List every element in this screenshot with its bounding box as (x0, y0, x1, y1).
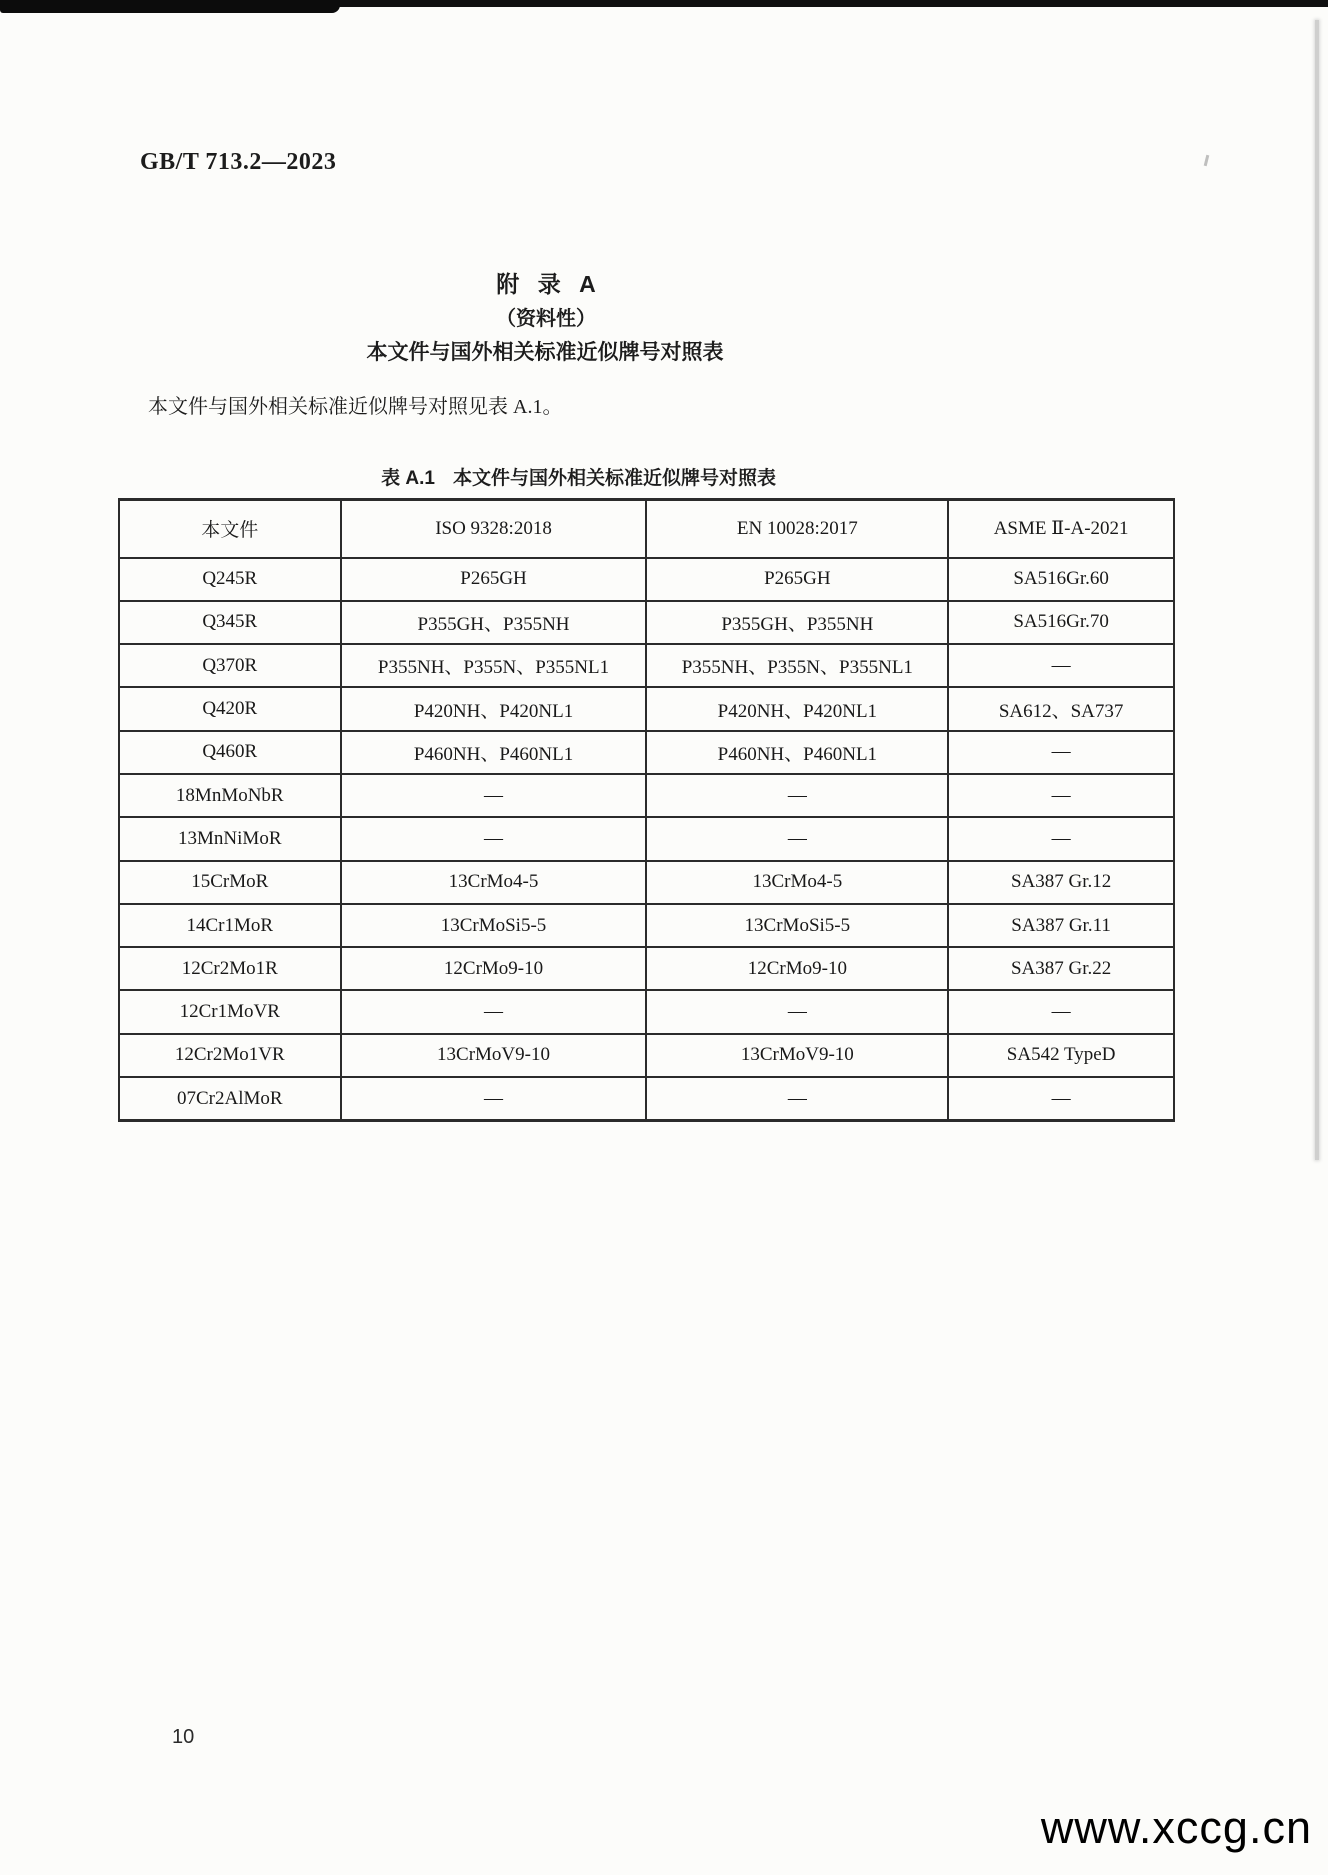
table-cell: — (646, 817, 948, 860)
page-number: 10 (172, 1726, 195, 1748)
table-cell: 13MnNiMoR (119, 817, 341, 860)
table-cell: — (341, 817, 647, 860)
table-cell: Q460R (119, 731, 341, 774)
table-cell: — (948, 731, 1174, 774)
appendix-subtitle: （资料性） (496, 308, 596, 330)
table-cell: P355NH、P355N、P355NL1 (646, 644, 948, 687)
table-cell: P265GH (646, 558, 948, 601)
table-cell: SA387 Gr.11 (948, 904, 1174, 947)
table-cell: 12CrMo9-10 (341, 947, 647, 990)
table-cell: P420NH、P420NL1 (646, 687, 948, 730)
table-cell: — (646, 990, 948, 1033)
table-cell: P265GH (341, 558, 647, 601)
table-cell: — (948, 774, 1174, 817)
table-cell: 13CrMoSi5-5 (646, 904, 948, 947)
table-row (119, 904, 1174, 947)
scan-artifact-right-edge (1315, 20, 1319, 1160)
table-cell: SA387 Gr.12 (948, 861, 1174, 904)
column-header: EN 10028:2017 (646, 500, 948, 558)
table-cell: — (948, 817, 1174, 860)
table-row (119, 990, 1174, 1033)
table-cell: SA387 Gr.22 (948, 947, 1174, 990)
table-cell: 12Cr2Mo1VR (119, 1034, 341, 1077)
appendix-heading: 本文件与国外相关标准近似牌号对照表 (366, 341, 724, 364)
table-row (119, 558, 1174, 601)
table-cell: — (948, 1077, 1174, 1120)
table-cell: 13CrMo4-5 (341, 861, 647, 904)
table-cell: P460NH、P460NL1 (646, 731, 948, 774)
column-header: 本文件 (119, 500, 341, 558)
table-cell: P355GH、P355NH (646, 601, 948, 644)
table-cell: 13CrMoV9-10 (646, 1034, 948, 1077)
table-cell: — (341, 1077, 647, 1120)
table-row (119, 1077, 1174, 1120)
scan-artifact-speck (1204, 155, 1210, 166)
table-row (119, 861, 1174, 904)
table-cell: Q370R (119, 644, 341, 687)
table-cell: P420NH、P420NL1 (341, 687, 647, 730)
table-cell: — (646, 1077, 948, 1120)
table-cell: — (948, 644, 1174, 687)
table-cell: — (341, 774, 647, 817)
table-row (119, 644, 1174, 687)
table-cell: 13CrMo4-5 (646, 861, 948, 904)
comparison-table (118, 498, 1175, 1122)
table-row (119, 1034, 1174, 1077)
table-cell: SA516Gr.60 (948, 558, 1174, 601)
table-cell: 13CrMoSi5-5 (341, 904, 647, 947)
watermark: www.xccg.cn (1040, 1802, 1312, 1853)
standard-number: GB/T 713.2—2023 (140, 149, 337, 175)
table-cell: — (341, 990, 647, 1033)
table-cell: 12Cr2Mo1R (119, 947, 341, 990)
table-cell: 18MnMoNbR (119, 774, 341, 817)
table-row (119, 731, 1174, 774)
table-cell: Q245R (119, 558, 341, 601)
table-cell: P355GH、P355NH (341, 601, 647, 644)
scan-artifact-top-left (0, 0, 340, 13)
table-row (119, 817, 1174, 860)
table-row (119, 947, 1174, 990)
table-cell: 12Cr1MoVR (119, 990, 341, 1033)
table-row (119, 601, 1174, 644)
column-header: ASME Ⅱ-A-2021 (948, 500, 1174, 558)
table-cell: 12CrMo9-10 (646, 947, 948, 990)
table-caption-label: 表 A.1 (381, 468, 435, 489)
table-row (119, 774, 1174, 817)
table-cell: 13CrMoV9-10 (341, 1034, 647, 1077)
table-cell: — (646, 774, 948, 817)
table-caption-text: 本文件与国外相关标准近似牌号对照表 (452, 468, 776, 489)
table-cell: 15CrMoR (119, 861, 341, 904)
table-cell: — (948, 990, 1174, 1033)
table-cell: P355NH、P355N、P355NL1 (341, 644, 647, 687)
column-header: ISO 9328:2018 (341, 500, 647, 558)
table-header-row (119, 500, 1174, 558)
table-cell: SA516Gr.70 (948, 601, 1174, 644)
table-cell: 07Cr2AlMoR (119, 1077, 341, 1120)
intro-paragraph: 本文件与国外相关标准近似牌号对照见表 A.1。 (148, 396, 563, 418)
table-cell: SA612、SA737 (948, 687, 1174, 730)
table-row (119, 687, 1174, 730)
appendix-title: 附 录 A (496, 271, 596, 297)
table-cell: Q420R (119, 687, 341, 730)
table-cell: Q345R (119, 601, 341, 644)
table-cell: 14Cr1MoR (119, 904, 341, 947)
table-body (119, 558, 1174, 1121)
table-cell: P460NH、P460NL1 (341, 731, 647, 774)
table-cell: SA542 TypeD (948, 1034, 1174, 1077)
